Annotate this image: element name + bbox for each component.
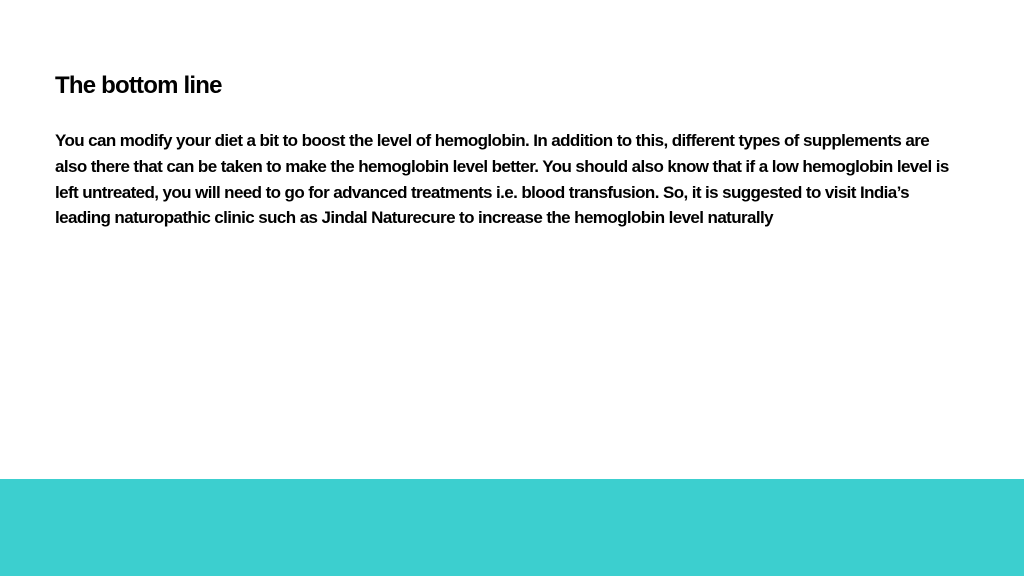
slide-body-text: You can modify your diet a bit to boost the level of hemoglobin. In addition to this, different types of supplements are also there that can be taken to make the hemoglobin level better. You should also know that if a low hemoglobin level is left untreated, you will need to go for advanced treatments i.e. blood transfusion. So, it is suggested to visit India’s leading naturopathic clinic such as Jindal Naturecure to increase the hemoglobin level naturally (55, 131, 949, 228)
footer-band (0, 479, 1024, 576)
slide-title: The bottom line (55, 72, 222, 99)
